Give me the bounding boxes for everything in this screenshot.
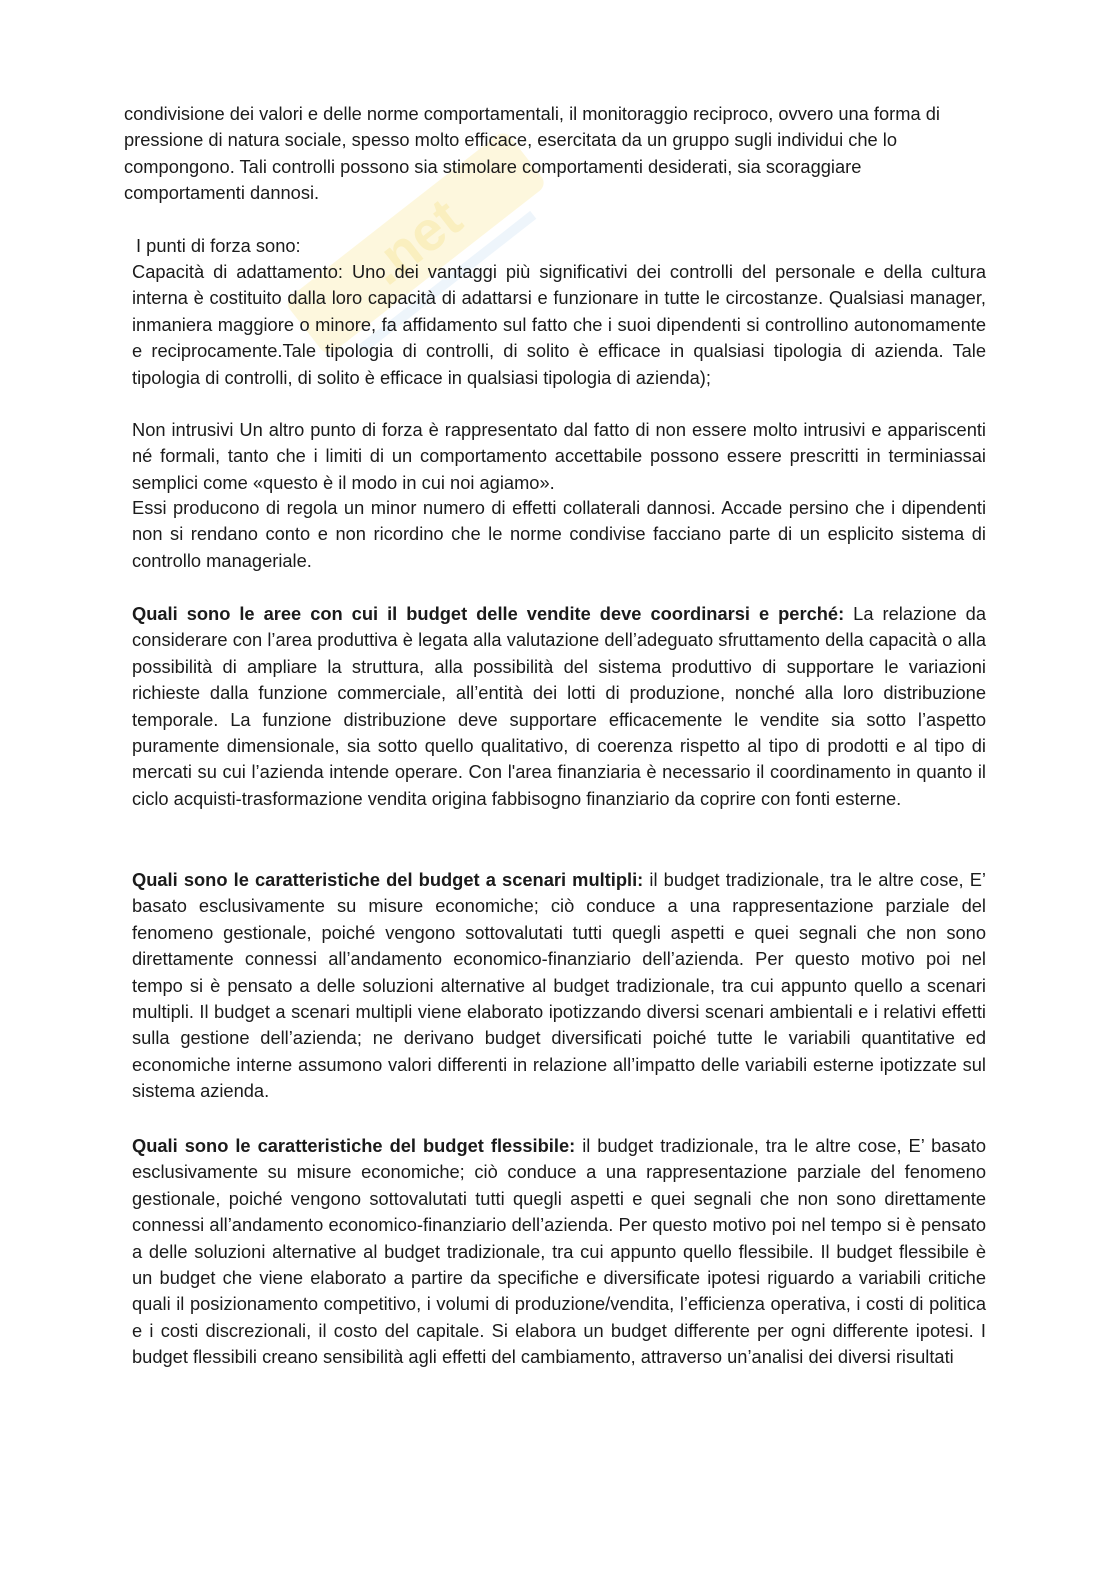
flexible-budget-section	[132, 1133, 986, 1371]
multi-scenario-section	[132, 867, 986, 1105]
multi-scenario-heading: Quali sono le caratteristiche del budget a scenari multipli:	[132, 869, 644, 890]
watermark-text: .net	[355, 185, 473, 297]
non-intrusive-paragraph: Non intrusivi Un altro punto di forza è rappresentato dal fatto di non essere molto intrusivi e appariscenti né formali, tanto che i limiti di un comportamento accettabile possono essere prescritti in terminiassai semplici come «questo è il modo in cui noi agiamo».	[132, 419, 986, 493]
sales-budget-heading: Quali sono le aree con cui il budget delle vendite deve coordinarsi e perché:	[132, 603, 845, 624]
strengths-title: I punti di forza sono:	[136, 235, 301, 256]
side-effects-paragraph: Essi producono di regola un minor numero di effetti collaterali dannosi. Accade persino che i dipendenti non si rendano conto e non ricordino che le norme condivise facciano parte di un esplicito sistema di controllo manageriale.	[132, 497, 986, 571]
sales-budget-section	[132, 601, 986, 812]
sales-budget-body: La relazione da considerare con l’area produttiva è legata alla valutazione dell’adeguato sfruttamento della capacità o alla possibilità di ampliare la struttura, alla possibilità del sistema produttivo di supportare le variazioni richieste dalla funzione commerciale, all’entità dei lotti di produzione, nonché alla loro distribuzione temporale. La funzione distribuzione deve supportare efficacemente le vendite sia sotto l’aspetto puramente dimensionale, sia sotto quello qualitativo, di coerenza rispetto al tipo di prodotti e al tipo di mercati su cui l’azienda intende operare. Con l'area finanziaria è necessario il coordinamento in quanto il ciclo acquisti-trasformazione vendita origina fabbisogno finanziario da coprire con fonti esterne.	[132, 603, 987, 809]
adaptability-paragraph: Capacità di adattamento: Uno dei vantaggi più significativi dei controlli del personale e della cultura interna è costituito dalla loro capacità di adattarsi e funzionare in tutte le circostanze. Qualsiasi manager, inmaniera maggiore o minore, fa affidamento sul fatto che i suoi dipendenti si controllino autonomamente e reciprocamente.Tale tipologia di controlli, di solito è efficace in qualsiasi tipologia di azienda. Tale tipologia di controlli, di solito è efficace in qualsiasi tipologia di azienda);	[132, 261, 986, 388]
multi-scenario-body: il budget tradizionale, tra le altre cose, E’ basato esclusivamente su misure economiche; ciò conduce a una rappresentazione parziale del fenomeno gestionale, poiché vengono sottovalutati tutti quegli aspetti e quei segnali che non sono direttamente connessi all’andamento economico-finanziario dell’azienda. Per questo motivo poi nel tempo si è pensato a delle soluzioni alternative al budget tradizionale, tra cui appunto quello a scenari multipli. Il budget a scenari multipli viene elaborato ipotizzando diversi scenari ambientali e i relativi effetti sulla gestione dell’azienda; ne derivano budget diversificati poiché tutte le variabili quantitative ed economiche interne assumono valori differenti in relazione all’impatto delle variabili esterne ipotizzate sul sistema azienda.	[132, 869, 986, 1102]
intro-paragraph: condivisione dei valori e delle norme comportamentali, il monitoraggio reciproco, ovvero una forma di pressione di natura sociale, spesso molto efficace, esercitata da un gruppo sugli individui che lo compongono. Tali controlli possono sia stimolare comportamenti desiderati, sia scoraggiare comportamenti dannosi.	[124, 103, 940, 204]
flexible-budget-body: il budget tradizionale, tra le altre cose, E’ basato esclusivamente su misure economiche; ciò conduce a una rappresentazione parziale del fenomeno gestionale, poiché vengono sottovalutati tutti quegli aspetti e quei segnali che non sono direttamente connessi all’andamento economico-finanziario dell’azienda. Per questo motivo poi nel tempo si è pensato a delle soluzioni alternative al budget tradizionale, tra cui appunto quello flessibile. Il budget flessibile è un budget che viene elaborato a partire da specifiche e diversificate ipotesi riguardo a variabili critiche quali il posizionamento competitivo, i volumi di produzione/vendita, l’efficienza operativa, i costi di politica e i costi discrezionali, il costo del capitale. Si elabora un budget differente per ogni differente ipotesi. I budget flessibili creano sensibilità agli effetti del cambiamento, attraverso un’analisi dei diversi risultati	[132, 1135, 986, 1368]
flexible-budget-heading: Quali sono le caratteristiche del budget flessibile:	[132, 1135, 576, 1156]
